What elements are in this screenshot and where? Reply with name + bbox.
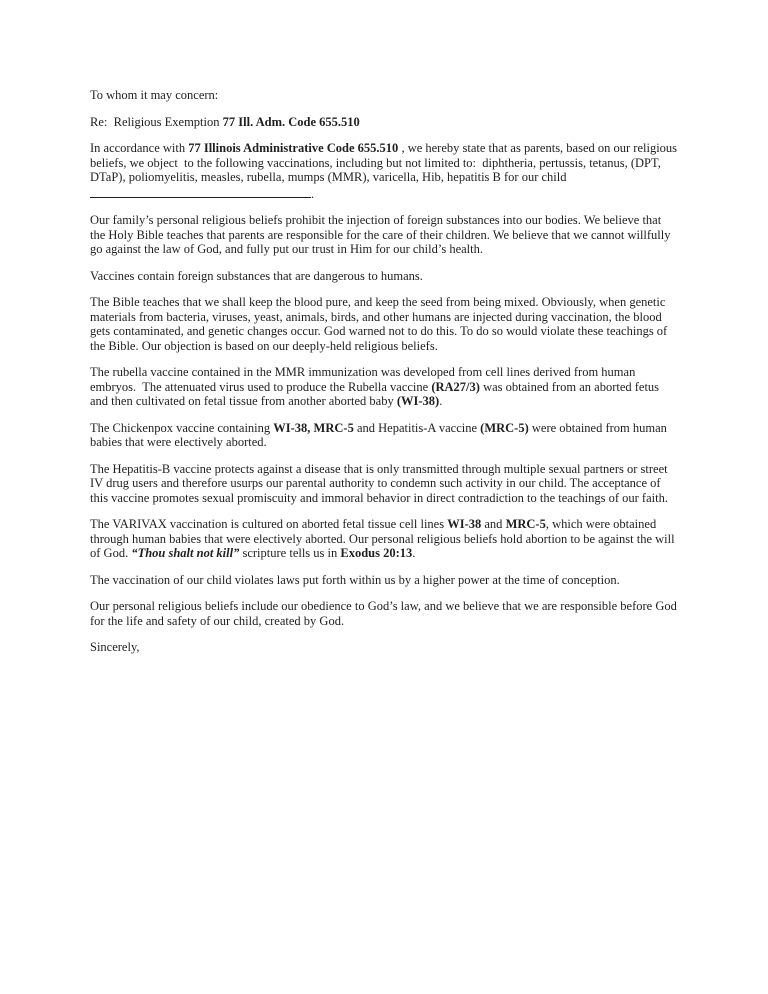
text-run: Our personal religious beliefs include our obedience to God’s law, and we believe that we are responsible before God for the life and safety of our child, created by God. [90,599,680,628]
text-run: The rubella vaccine contained in the MMR immunization was developed from cell lines derived from human embryos. The attenuated virus used to produce the Rubella vaccine [90,365,639,394]
text-run: MRC-5 [505,517,546,531]
text-run: The Bible teaches that we shall keep the blood pure, and keep the seed from being mixed. Obviously, when genetic materials from bacteria, viruses, yeast, animals, birds, and other humans are injected during vaccination, the blood gets contaminated, and genetic changes occur. God warned not to do this. To do so would violate these teachings of the Bible. Our objection is based on our deeply-held religious beliefs. [90,295,671,353]
text-run: 77 Ill. Adm. Code 655.510 [222,114,360,129]
paragraph [90,421,678,450]
text-run: was obtained from an aborted fetus and then cultivated on fetal tissue from another aborted baby [90,379,663,408]
text-run: WI-38 [447,517,482,531]
text-run: . [412,546,416,560]
text-run: “Thou shalt not kill” [131,546,240,560]
paragraph [90,462,678,506]
paragraph [90,573,678,588]
text-run: (MRC-5) [480,420,529,435]
paragraph [90,365,678,409]
text-run: (WI-38) [396,394,440,408]
text-run: Exodus 20:13 [340,546,413,560]
paragraph [90,88,678,103]
paragraph [90,141,681,201]
paragraph [90,115,678,130]
text-run: The Hepatitis-B vaccine protects against a disease that is only transmitted through multiple sexual partners or street IV drug users and therefore usurps our parental authority to condemn such activity in our child. The acceptance of this vaccine promotes sexual promiscuity and immoral behavior in direct contradiction to the teachings of our faith. [90,461,671,505]
paragraph [90,269,678,284]
text-run: Sincerely, [90,640,140,654]
text-run: The Chickenpox vaccine containing [90,420,274,435]
text-run: (RA27/3) [431,379,480,394]
text-run: To whom it may concern: [90,88,219,102]
text-run: The VARIVAX vaccination is cultured on aborted fetal tissue cell lines [90,517,448,531]
text-run: were obtained from human babies that were electively aborted. [90,420,671,449]
child-name-blank-line [90,185,311,198]
text-run: Our family’s personal religious beliefs prohibit the injection of foreign substances into our bodies. We believe that the Holy Bible teaches that parents are responsible for the care of their children. We believe that we cannot willfully go against the law of God, and fully put our trust in Him for our child’s health. [90,213,674,256]
text-run: scripture tells us in [239,546,341,560]
text-run: The vaccination of our child violates laws put forth within us by a higher power at the time of conception. [90,572,620,587]
paragraph [90,295,678,353]
text-run: , which were obtained through human babies that were electively aborted. Our personal religious beliefs hold abortion to be against the will of God. [90,517,678,560]
text-run: , we hereby state that as parents, based on our religious beliefs, we object to the following vaccinations, including but not limited to: diphtheria, pertussis, tetanus, (DPT, DTaP), poliomyelitis, measles, rubella, mumps (MMR), varicella, Hib, hepatitis B for our child [90,141,681,184]
text-run: Re: Religious Exemption [90,114,223,129]
text-run: 77 Illinois Administrative Code 655.510 [188,141,399,155]
text-run: . [439,394,443,408]
paragraph [90,640,678,655]
paragraph [90,517,678,561]
text-run: WI-38, MRC-5 [273,420,354,435]
text-run: In accordance with [90,141,189,155]
paragraph [90,599,678,628]
text-run: and [481,517,506,531]
text-run: . [311,186,315,201]
paragraph [90,213,678,257]
document-body [90,88,681,667]
text-run: Vaccines contain foreign substances that are dangerous to humans. [90,268,423,283]
text-run: and Hepatitis-A vaccine [353,420,481,435]
